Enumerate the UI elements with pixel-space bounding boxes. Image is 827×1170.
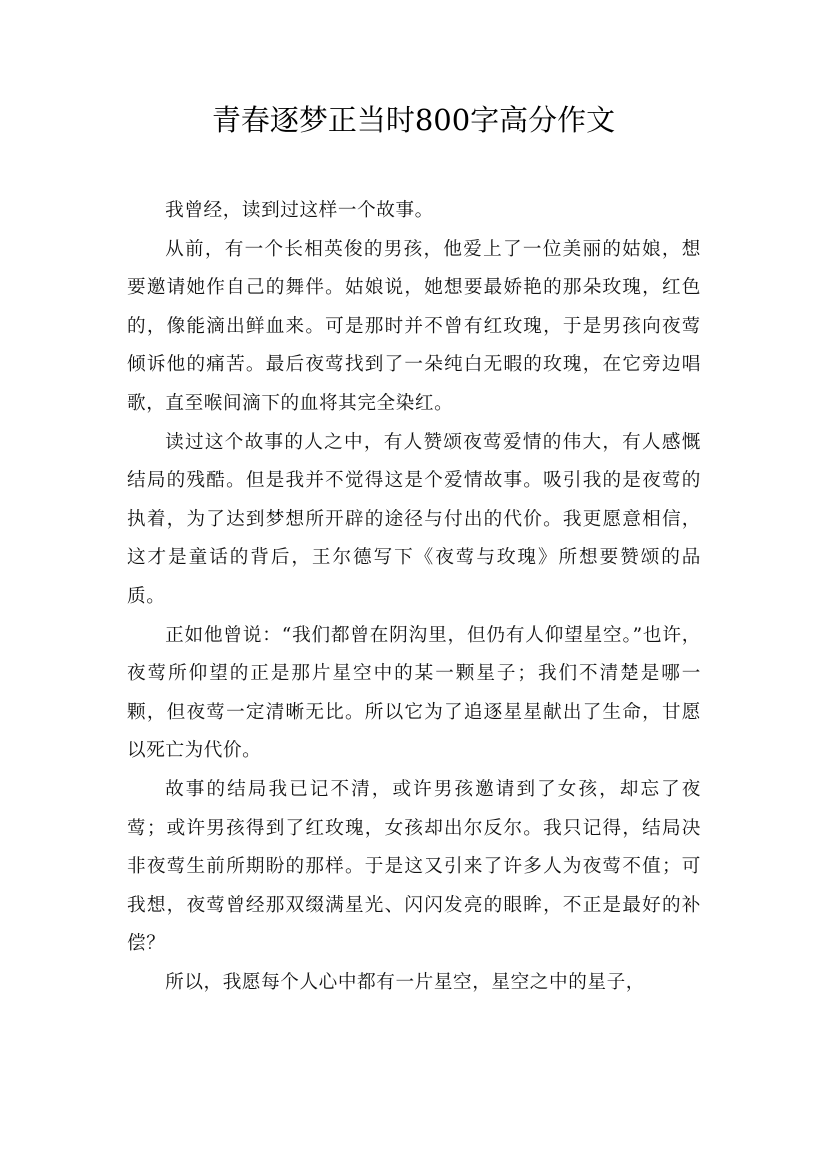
paragraph-1: 我曾经，读到过这样一个故事。	[165, 200, 434, 221]
document-title: 青春逐梦正当时800字高分作文	[211, 103, 616, 137]
document-body	[127, 192, 701, 1002]
paragraph-4: 正如他曾说：“我们都曾在阴沟里，但仍有人仰望星空。”也许，夜莺所仰望的正是那片星空中的某一颗星子；我们不清楚是哪一颗，但夜莺一定清晰无比。所以它为了追逐星星献出了生命，甘愿以死亡为代价。	[127, 624, 701, 762]
paragraph-2: 从前，有一个长相英俊的男孩，他爱上了一位美丽的姑娘，想要邀请她作自己的舞伴。姑娘说，她想要最娇艳的那朵玫瑰，红色的，像能滴出鲜血来。可是那时并不曾有红玫瑰，于是男孩向夜莺倾诉他的痛苦。最后夜莺找到了一朵纯白无暇的玫瑰，在它旁边唱歌，直至喉间滴下的血将其完全染红。	[127, 238, 701, 414]
paragraph-6: 所以，我愿每个人心中都有一片星空，星空之中的星子，	[165, 971, 645, 993]
paragraph-3: 读过这个故事的人之中，有人赞颂夜莺爱情的伟大，有人感慨结局的残酷。但是我并不觉得这是个爱情故事。吸引我的是夜莺的执着，为了达到梦想所开辟的途径与付出的代价。我更愿意相信，这才是童话的背后，王尔德写下《夜莺与玫瑰》所想要赞颂的品质。	[127, 431, 701, 607]
paragraph-5: 故事的结局我已记不清，或许男孩邀请到了女孩，却忘了夜莺；或许男孩得到了红玫瑰，女孩却出尔反尔。我只记得，结局决非夜莺生前所期盼的那样。于是这又引来了许多人为夜莺不值；可我想，夜莺曾经那双缀满星光、闪闪发亮的眼眸，不正是最好的补偿？	[127, 778, 701, 955]
